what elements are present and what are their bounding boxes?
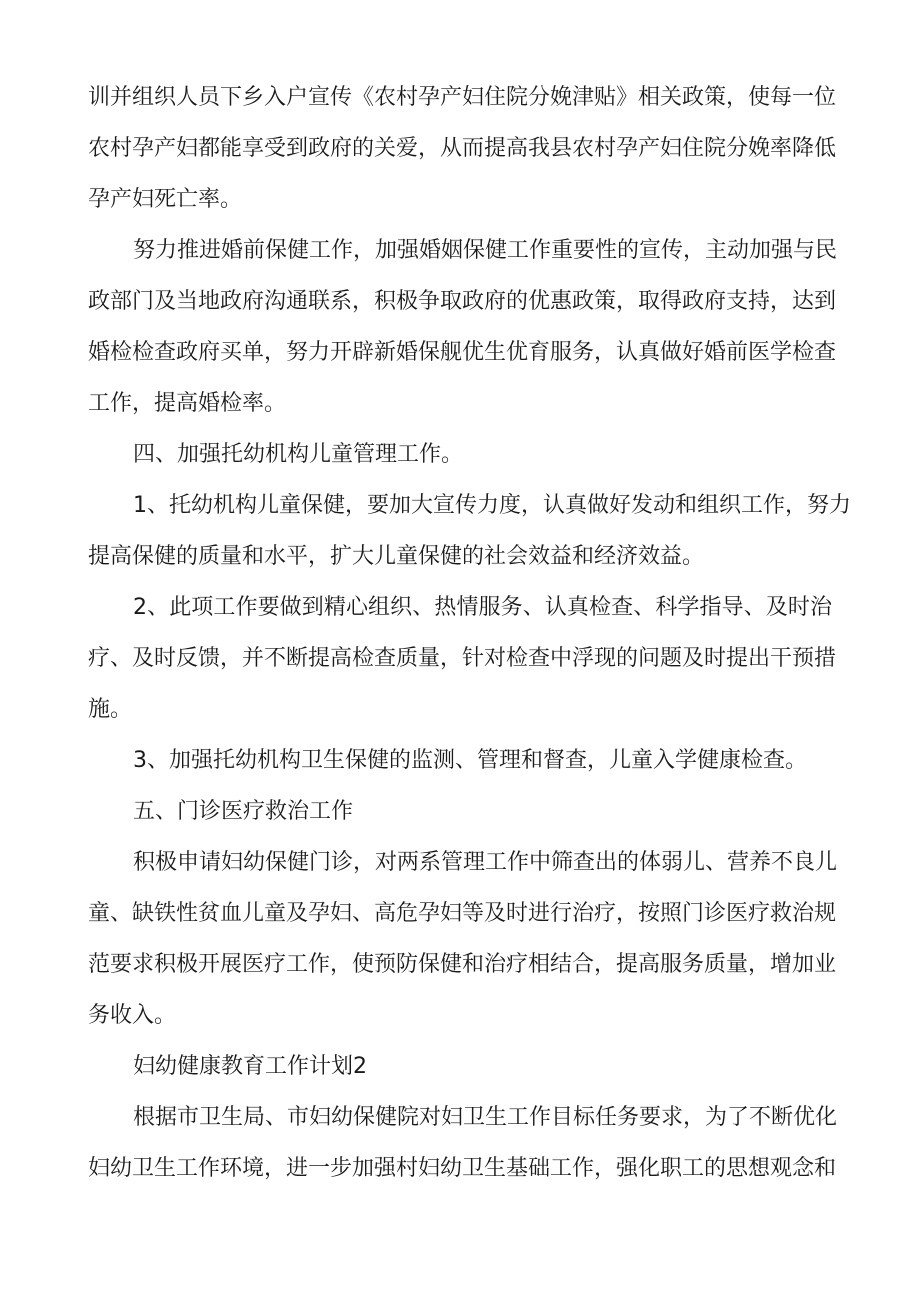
section-heading: 五、门诊医疗救治工作 <box>133 799 354 824</box>
text-line: 疗、及时反馈，并不断提高检查质量，针对检查中浮现的问题及时提出干预措 <box>88 646 837 671</box>
text-line: 积极申请妇幼保健门诊，对两系管理工作中筛查出的体弱儿、营养不良儿 <box>133 850 838 875</box>
text-line: 务收入。 <box>88 1003 177 1028</box>
text-line: 努力推进婚前保健工作，加强婚姻保健工作重要性的宣传，主动加强与民 <box>133 238 838 263</box>
text-line: 2、此项工作要做到精心组织、热情服务、认真检查、科学指导、及时治 <box>133 595 832 620</box>
text-line: 施。 <box>88 697 133 722</box>
text-line: 童、缺铁性贫血儿童及孕妇、高危孕妇等及时进行治疗，按照门诊医疗救治规 <box>88 901 837 926</box>
text-line: 妇幼卫生工作环境，进一步加强村妇幼卫生基础工作，强化职工的思想观念和 <box>88 1156 837 1181</box>
section-heading: 妇幼健康教育工作计划2 <box>133 1054 367 1079</box>
text-line: 范要求积极开展医疗工作，使预防保健和治疗相结合，提高服务质量，增加业 <box>88 952 837 977</box>
text-line: 政部门及当地政府沟通联系，积极争取政府的优惠政策，取得政府支持，达到 <box>88 289 837 314</box>
text-line: 训并组织人员下乡入户宣传《农村孕产妇住院分娩津贴》相关政策，使每一位 <box>88 85 837 110</box>
text-line: 孕产妇死亡率。 <box>88 187 243 212</box>
text-line: 工作，提高婚检率。 <box>88 391 287 416</box>
text-line: 婚检检查政府买单，努力开辟新婚保舰优生优育服务，认真做好婚前医学检查 <box>88 340 837 365</box>
text-line: 根据市卫生局、市妇幼保健院对妇卫生工作目标任务要求，为了不断优化 <box>133 1105 838 1130</box>
text-line: 3、加强托幼机构卫生保健的监测、管理和督查，儿童入学健康检查。 <box>133 748 807 773</box>
text-line: 1、托幼机构儿童保健，要加大宣传力度，认真做好发动和组织工作，努力 <box>133 493 851 518</box>
section-heading: 四、加强托幼机构儿童管理工作。 <box>133 442 464 467</box>
text-line: 农村孕产妇都能享受到政府的关爱，从而提高我县农村孕产妇住院分娩率降低 <box>88 136 837 161</box>
text-line: 提高保健的质量和水平，扩大儿童保健的社会效益和经济效益。 <box>88 544 705 569</box>
